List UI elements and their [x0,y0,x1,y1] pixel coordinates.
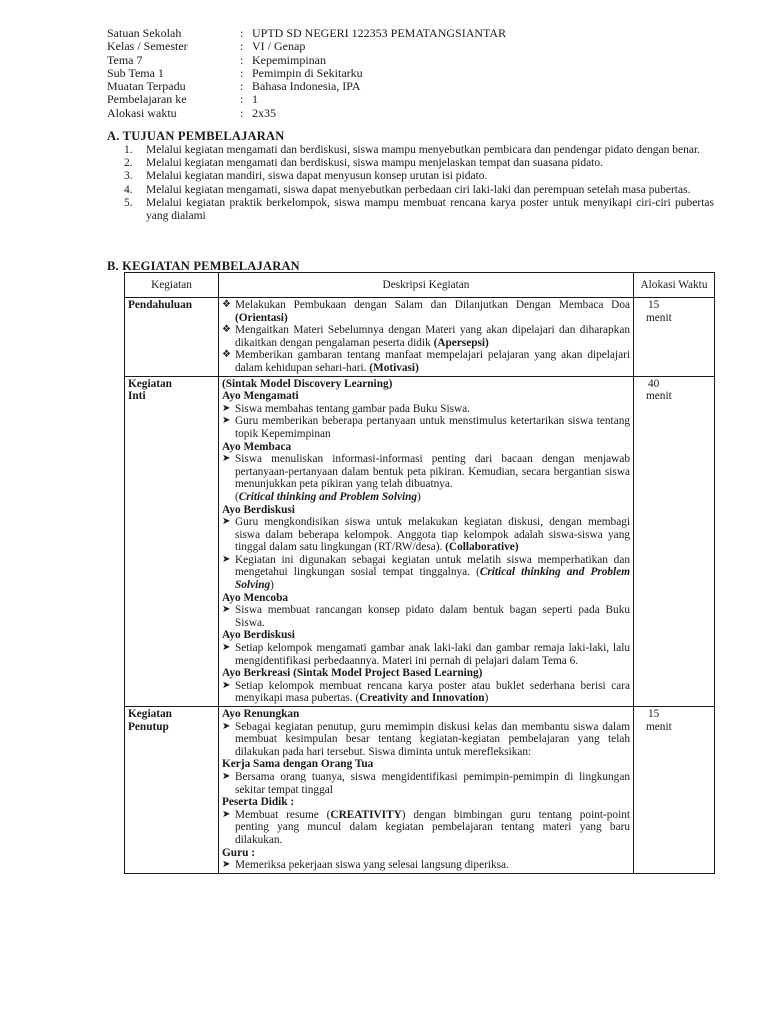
arrow-bullet-icon: ➤ [222,402,231,414]
info-row-satuan [107,27,506,40]
bullet-text: ) dengan bimbingan guru tentang point-point penting yang muncul dalam kegiatan pembelajaran tentang materi yang baru dilakukan. [235,808,630,846]
bullet-text: Memberikan gambaran tentang manfaat mempelajari pelajaran yang akan dipelajari dalam kehidupan sehari-hari. [235,349,630,374]
activities-table [124,272,715,874]
bullet-text: Membuat resume ( [235,808,331,821]
info-value: VI / Genap [252,39,306,54]
list-item [222,516,630,554]
activity-heading: Kerja Sama dengan Orang Tua [222,758,374,771]
arrow-bullet-icon: ➤ [222,642,231,654]
bullet-text: Guru mengkondisikan siswa untuk melakukan kegiatan diskusi, dengan membagi siswa dalam beberapa kelompok. Anggota tiap kelompok adalah siswa-siswa yang tinggal dalam satu lingkungan (RT/RW/desa). [235,516,630,554]
bullet-text: Melakukan Pembukaan dengan Salam dan Dilanjutkan Dengan Membaca Doa [235,299,630,311]
diamond-bullet-icon: ❖ [222,324,231,336]
arrow-bullet-icon: ➤ [222,415,231,427]
table-row-pendahuluan [125,298,715,377]
bullet-text: Setiap kelompok mengamati gambar anak laki-laki dan gambar remaja laki-laki, lalu mengidentifikasi perbedaannya. Materi ini pernah di pelajari dalam Tema 6. [235,642,630,667]
bullet-text: Memeriksa pekerjaan siswa yang selesai langsung diperiksa. [235,859,509,872]
activity-heading: Ayo Membaca [222,440,292,453]
activity-heading: Ayo Mengamati [222,390,299,403]
info-row-subtema [107,67,506,80]
header-kegiatan: Kegiatan [125,273,219,298]
phase-duration [634,707,715,874]
duration-number: 15 [648,299,660,311]
bullet-text: Sebagai kegiatan penutup, guru memimpin diskusi kelas dan membantu siswa dalam membuat kesimpulan besar tentang kegiatan-kegiatan pembelajaran yang telah dilakukan pada hari tersebut. Siswa diminta untuk merefleksikan: [235,720,630,758]
phase-name-line: Penutup [128,720,169,733]
diamond-bullet-icon: ❖ [222,299,231,310]
arrow-bullet-icon: ➤ [222,604,231,616]
arrow-bullet-icon: ➤ [222,453,231,465]
info-colon: : [240,92,244,107]
info-label: Alokasi waktu [107,105,177,120]
objective-item [124,197,714,223]
list-item [222,403,630,416]
info-label: Kelas / Semester [107,39,188,54]
header-deskripsi: Deskripsi Kegiatan [219,273,634,298]
model-heading: (Sintak Model Project Based Learning) [293,667,483,680]
objective-item [124,144,714,157]
duration-unit: menit [646,720,672,733]
list-item [222,604,630,629]
list-item [222,299,630,324]
school-info-block [107,27,506,120]
objective-number: 4. [124,183,133,196]
bullet-text: Siswa membuat rancangan konsep pidato dalam bentuk bagan seperti pada Buku Siswa. [235,604,630,629]
info-row-muatan [107,80,506,93]
skill-tag: Critical thinking and Problem Solving [235,566,631,592]
objective-item [124,157,714,170]
duration-number: 40 [648,377,660,390]
list-item [222,771,630,796]
objective-number: 2. [124,157,133,170]
phase-duration [634,298,715,377]
phase-description [219,707,634,874]
phase-name [125,707,219,874]
info-row-pembelajaran [107,93,506,106]
info-label: Sub Tema 1 [107,65,164,80]
phase-name [125,376,219,706]
bullet-text: Setiap kelompok membuat rencana karya poster atau buklet sederhana berisi cara menyikapi masa pubertas. [235,679,630,705]
phase-name-line: Inti [128,390,146,403]
info-value: UPTD SD NEGERI 122353 PEMATANGSIANTAR [252,26,507,40]
info-label: Muatan Terpadu [107,79,186,94]
duration-unit: menit [646,311,672,324]
skill-tag: Creativity and Innovation [359,692,485,705]
objective-number: 1. [124,144,133,156]
bullet-text: Guru memberikan beberapa pertanyaan untuk menstimulus ketertarikan siswa tentang topik Kepemimpinan [235,415,630,440]
arrow-bullet-icon: ➤ [222,679,231,691]
list-item [222,642,630,667]
info-colon: : [240,79,244,94]
arrow-bullet-icon: ➤ [222,808,231,820]
activity-heading: Ayo Renungkan [222,708,300,720]
info-colon: : [240,65,244,80]
arrow-bullet-icon: ➤ [222,720,231,732]
list-item [222,809,630,847]
objective-text: Melalui kegiatan praktik berkelompok, siswa mampu membuat rencana karya poster untuk menyikapi ciri-ciri pubertas yang dialami [146,196,714,223]
info-colon: : [240,105,244,120]
info-label: Tema 7 [107,52,143,67]
list-item [222,721,630,759]
bullet-text: Kegiatan ini digunakan sebagai kegiatan untuk melatih siswa memperhatikan dan mengetahui lingkungan sosial tempat tinggalnya. [235,553,630,579]
table-row-penutup [125,707,715,874]
phase-description [219,376,634,706]
objective-text: Melalui kegiatan mengamati, siswa dapat menyebutkan perbedaan ciri laki-laki dan perempuan setelah masa pubertas. [146,183,691,196]
table-row-inti [125,376,715,706]
bullet-tag: (Apersepsi) [433,336,489,349]
table-header-row [125,273,715,298]
list-item [222,324,630,349]
info-colon: : [240,26,244,40]
diamond-bullet-icon: ❖ [222,349,231,361]
activity-heading: Guru : [222,846,255,859]
list-item [222,415,630,440]
duration-number: 15 [648,708,660,720]
phase-description [219,298,634,377]
bullet-text: Mengaitkan Materi Sebelumnya dengan Materi yang akan dipelajari dan diharapkan dikaitkan dengan pengalaman peserta didik [235,324,630,349]
bullet-text: Siswa menuliskan informasi-informasi penting dari bacaan dengan menjawab pertanyaan-pertanyaan dalam bentuk peta pikiran. Kemudian, secara bergantian siswa menunjukkan peta pikiran yang telah dibuatnya. [235,453,630,491]
phase-name-line: Kegiatan [128,377,172,390]
arrow-bullet-icon: ➤ [222,516,231,528]
activity-heading: Ayo Berdiskusi [222,503,295,516]
info-value: 2x35 [252,105,276,120]
info-value: Bahasa Indonesia, IPA [252,79,361,94]
objective-item [124,184,714,197]
heading-text: Ayo Berkreasi [222,667,291,680]
objective-number: 5. [124,196,133,209]
info-label: Satuan Sekolah [107,26,182,40]
objective-item [124,170,714,183]
list-item: ➤ Kegiatan ini digunakan sebagai kegiatan untuk melatih siswa memperhatikan dan mengetahui lingkungan sosial tempat tinggalnya. (Critical thinking and Problem Solving) [222,553,631,592]
bullet-tag: (Motivasi) [369,361,419,374]
list-item [222,859,630,872]
model-heading: (Sintak Model Discovery Learning) [222,377,393,390]
list-item: ➤ Setiap kelompok membuat rencana karya poster atau buklet sederhana berisi cara menyikapi masa pubertas. (Creativity and Innovation) [222,679,630,705]
info-colon: : [240,39,244,54]
duration-unit: menit [646,390,672,403]
skill-tag: CREATIVITY [330,808,402,821]
arrow-bullet-icon: ➤ [222,859,231,871]
objective-number: 3. [124,170,133,183]
bullet-text: Bersama orang tuanya, siswa mengidentifikasi pemimpin-pemimpin di lingkungan sekitar tempat tinggal [235,770,630,796]
objective-text: Melalui kegiatan mengamati dan berdiskusi, siswa mampu menjelaskan tempat dan suasana pidato. [146,157,604,170]
activity-heading: Peserta Didik : [222,796,295,809]
phase-name: Pendahuluan [125,298,219,377]
info-row-tema [107,54,506,67]
list-item [222,349,630,374]
section-a-title: A. TUJUAN PEMBELAJARAN [107,129,285,143]
info-row-kelas [107,40,506,53]
info-value: 1 [252,92,258,107]
info-colon: : [240,52,244,67]
skill-tag: (Collaborative) [445,541,519,554]
info-value: Pemimpin di Sekitarku [252,65,363,80]
objective-text: Melalui kegiatan mandiri, siswa dapat menyusun konsep urutan isi pidato. [146,170,488,183]
arrow-bullet-icon: ➤ [222,770,231,782]
info-row-alokasi [107,107,506,120]
activity-heading [222,667,630,680]
objective-text: Melalui kegiatan mengamati dan berdiskusi, siswa mampu menyebutkan pembicara dan pendengar pidato dengan benar. [146,144,701,156]
bullet-tag: (Orientasi) [235,311,288,324]
bullet-text: Siswa membahas tentang gambar pada Buku Siswa. [235,402,470,415]
arrow-bullet-icon: ➤ [222,553,231,565]
objectives-list [124,144,714,223]
skill-tag-line: (Critical thinking and Problem Solving) [235,490,421,503]
info-label: Pembelajaran ke [107,92,187,107]
phase-name-line: Kegiatan [128,708,172,720]
activity-heading: Ayo Berdiskusi [222,629,295,642]
list-item [222,453,630,491]
phase-duration [634,376,715,706]
info-value: Kepemimpinan [252,52,326,67]
header-alokasi: Alokasi Waktu [634,273,715,298]
section-b-title: B. KEGIATAN PEMBELAJARAN [107,259,300,273]
skill-tag: Critical thinking and Problem Solving [238,490,418,503]
activity-heading: Ayo Mencoba [222,591,288,604]
